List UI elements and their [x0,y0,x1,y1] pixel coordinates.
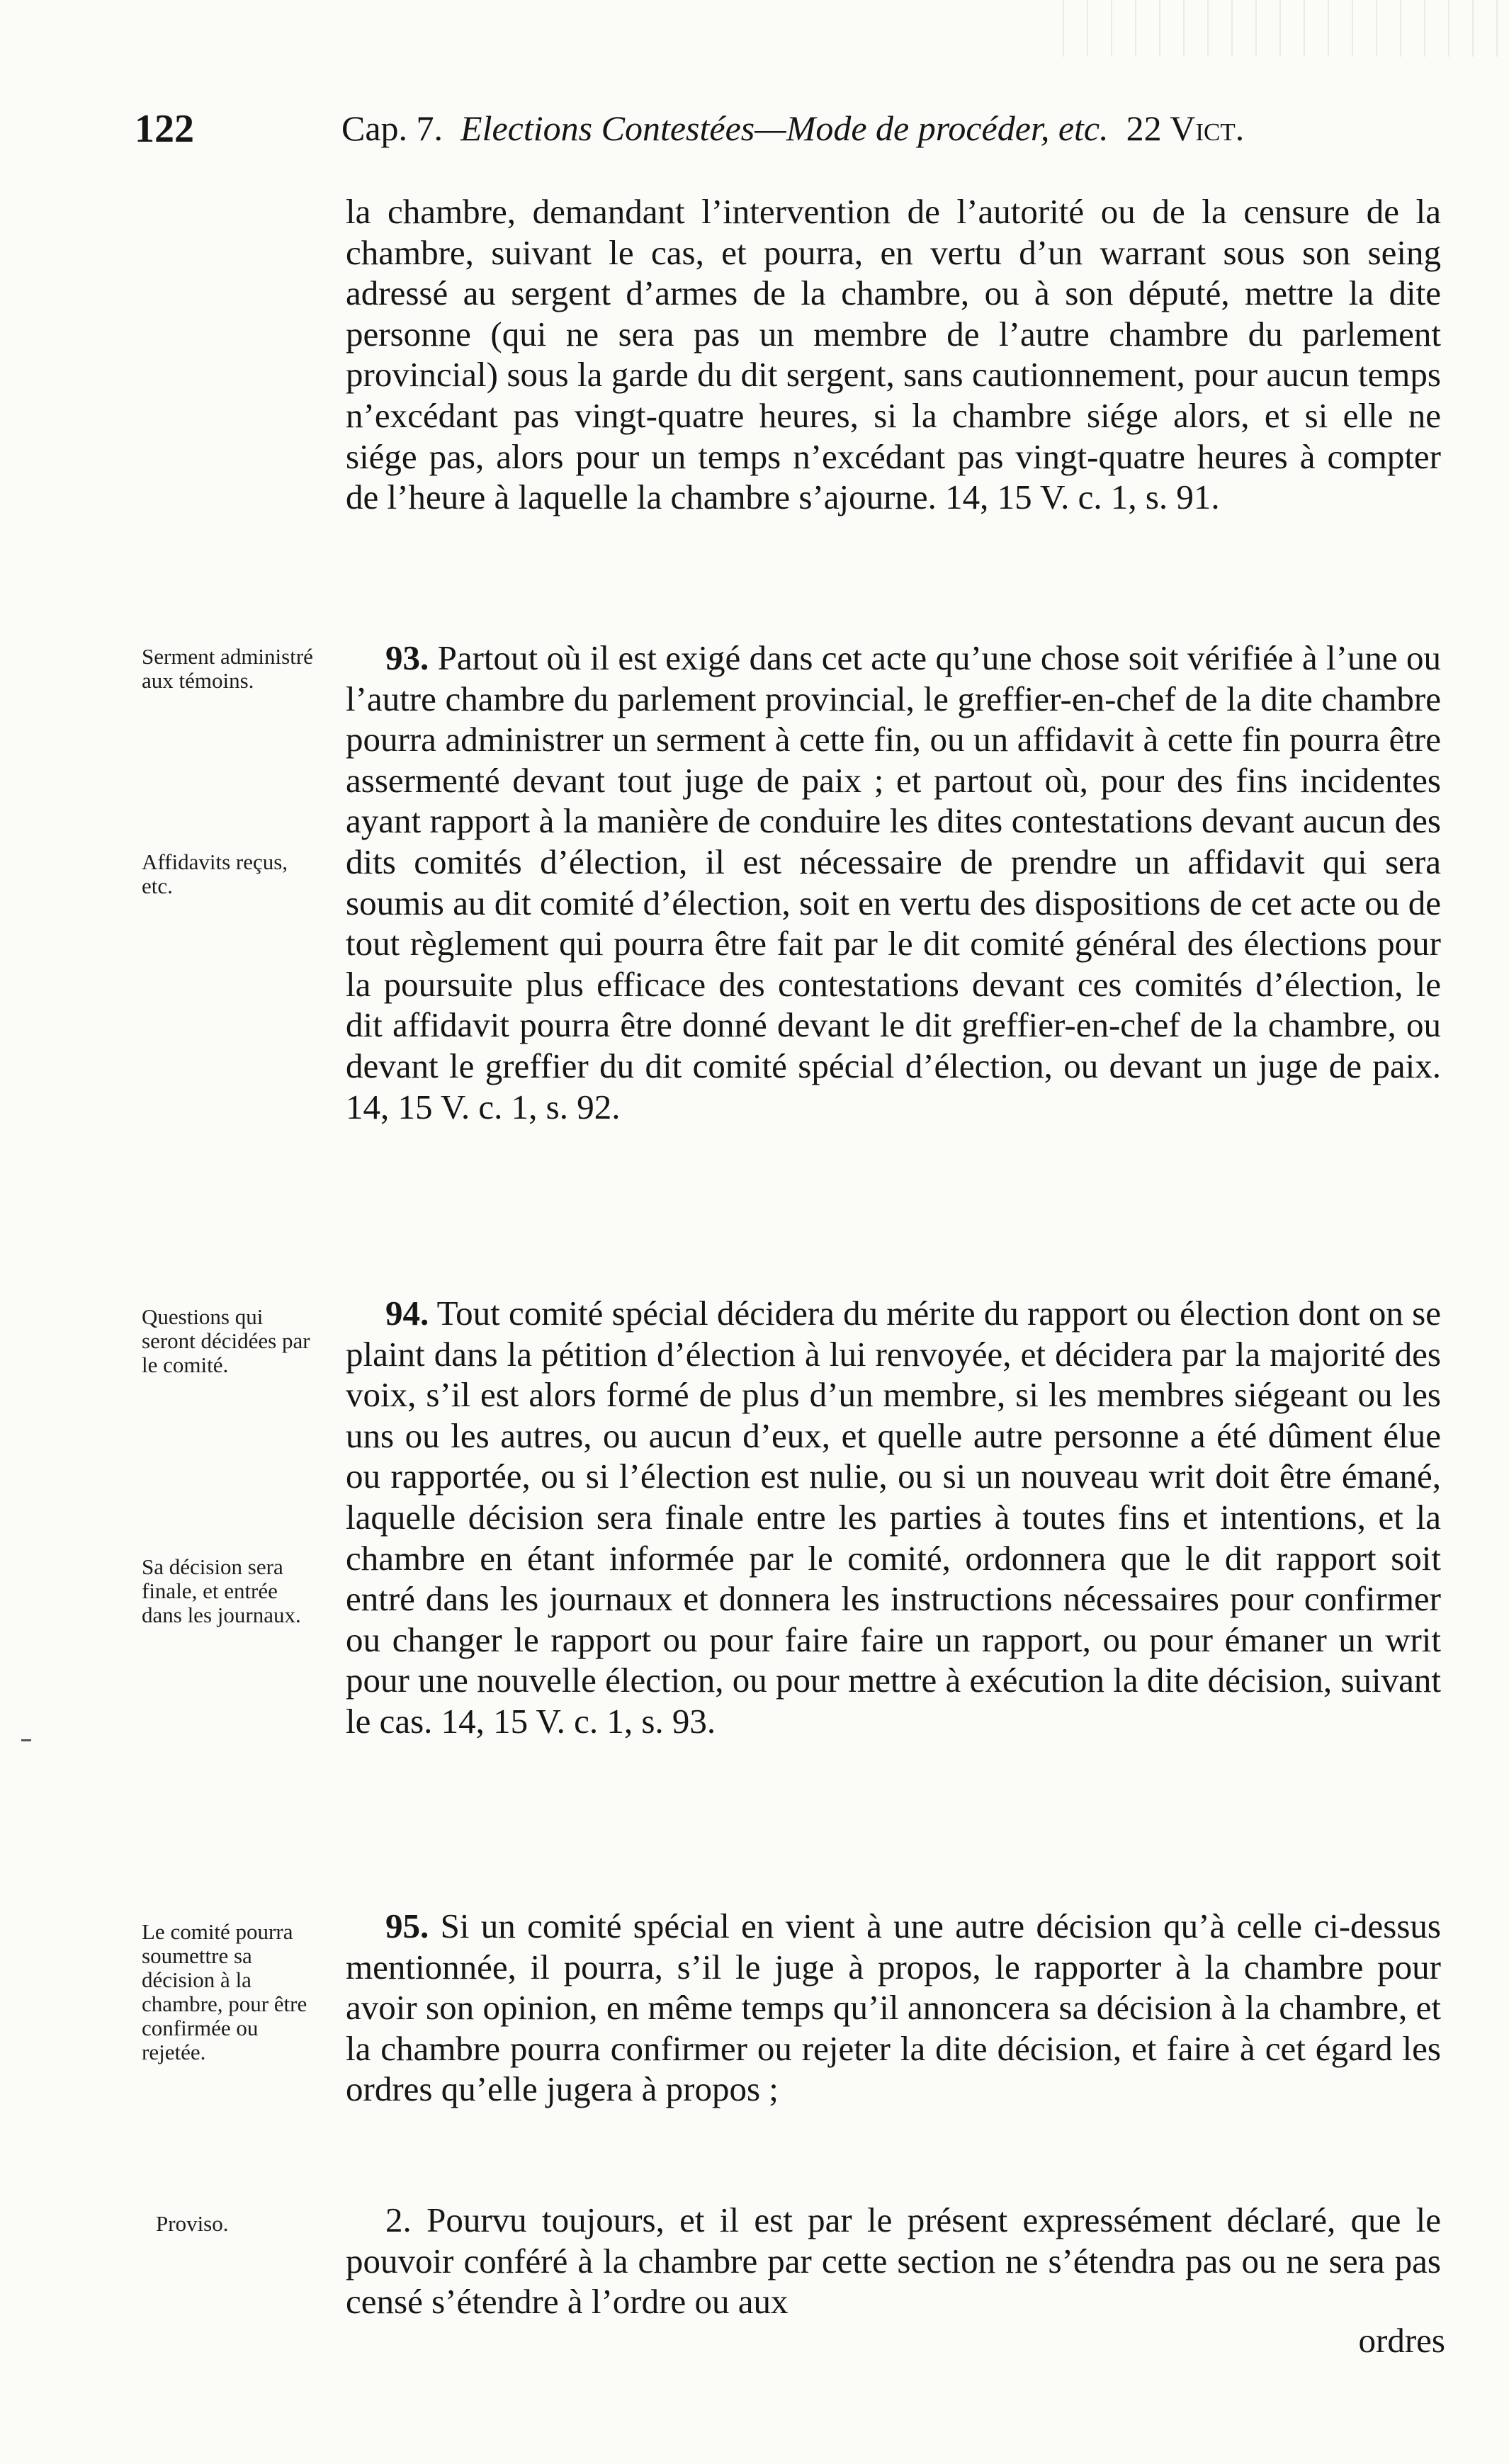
section-95-text: Si un comité spécial en vient à une autre décision qu’à celle ci-dessus mentionnée, il pourra, s’il le juge à propos, le rapporter à la chambre pour avoir son opinion, en même temps qu’il annoncera sa décision à la chambre, et la chambre pourra confirmer ou rejeter la dite décision, et faire à cet égard les ordres qu’elle jugera à propos ; [346,1906,1441,2109]
running-head [341,108,1244,149]
continuation-paragraph [346,191,1441,518]
section-94 [346,1293,1441,1742]
margin-note-questions: Questions qui seront décidées par le comité. [142,1304,310,1377]
regnal-year: 22 Vict. [1126,108,1245,148]
section-93-number: 93. [385,638,429,677]
section-94-number: 94. [385,1294,429,1333]
section-93 [346,638,1441,1127]
margin-note-affidavits: Affidavits reçus, etc. [142,849,288,898]
proviso-number: 2. [385,2200,412,2239]
paper-mark [21,1739,31,1741]
margin-note-serment: Serment administré aux témoins. [142,644,313,693]
page-number: 122 [135,107,194,151]
section-95-number: 95. [385,1906,429,1945]
chapter-label: Cap. 7. [341,108,443,148]
section-95-proviso [346,2200,1441,2322]
page-header [135,106,1445,163]
continuation-text: la chambre, demandant l’intervention de l’autorité ou de la censure de la chambre, suivant le cas, et pourra, en vertu d’un warrant sous son seing adressé au sergent d’armes de la chambre, ou à son député, mettre la dite personne (qui ne sera pas un membre de l’autre chambre du parlement provincial) sous la garde du dit sergent, sans cautionnement, pour aucun temps n’excédant pas vingt-quatre heures, si la chambre siége alors, et si elle ne siége pas, alors pour un temps n’excédant pas vingt-quatre heures à compter de l’heure à laquelle la chambre s’ajourne. 14, 15 V. c. 1, s. 91. [346,192,1441,517]
running-title: Elections Contestées—Mode de procéder, etc. [460,108,1109,148]
margin-note-decision-finale: Sa décision sera finale, et entrée dans les journaux. [142,1554,301,1627]
catchword: ordres [1358,2321,1445,2360]
section-94-text: Tout comité spécial décidera du mérite du rapport ou élection dont on se plaint dans la pétition d’élection à lui renvoyée, et décidera par la majorité des voix, s’il est alors formé de plus d’un membre, si les membres siégeant ou les uns ou les autres, ou aucun d’eux, et quelle autre personne a été dûment élue ou rapportée, ou si l’élection est nulie, ou si un nouveau writ doit être émané, laquelle décision sera finale entre les parties à toutes fins et intentions, et la chambre en étant informée par le comité, ordonnera que le dit rapport soit entré dans les journaux et donnera les instructions nécessaires pour confirmer ou changer le rapport ou pour faire faire un rapport, ou pour émaner un writ pour une nouvelle élection, ou pour mettre à exécution la dite décision, suivant le cas. 14, 15 V. c. 1, s. 93. [346,1294,1441,1741]
margin-note-proviso: Proviso. [156,2211,229,2236]
section-93-text: Partout où il est exigé dans cet acte qu’une chose soit vérifiée à l’une ou l’autre chambre du parlement provincial, le greffier-en-chef de la dite chambre pourra administrer un serment à cette fin, ou un affidavit à cette fin pourra être assermenté devant tout juge de paix ; et partout où, pour des fins incidentes ayant rapport à la manière de conduire les dites contestations devant aucun des dits comités d’élection, il est nécessaire de prendre un affidavit qui sera soumis au dit comité d’élection, soit en vertu des dispositions de cet acte ou de tout règlement qui pourra être fait par le dit comité général des élections pour la poursuite plus efficace des contestations devant ces comités d’élection, le dit affidavit pourra être donné devant le dit greffier-en-chef de la chambre, ou devant le greffier du dit comité spécial d’élection, ou devant un juge de paix. 14, 15 V. c. 1, s. 92. [346,638,1442,1126]
margin-note-comite: Le comité pourra soumettre sa décision à la chambre, pour être confirmée ou rejetée. [142,1919,307,2064]
section-95 [346,1906,1441,2110]
proviso-text: Pourvu toujours, et il est par le présent expressément déclaré, que le pouvoir conféré à la chambre par cette section ne s’étendra pas ou ne sera pas censé s’étendre à l’ordre ou aux [346,2200,1442,2322]
paper-noise [1063,0,1509,57]
